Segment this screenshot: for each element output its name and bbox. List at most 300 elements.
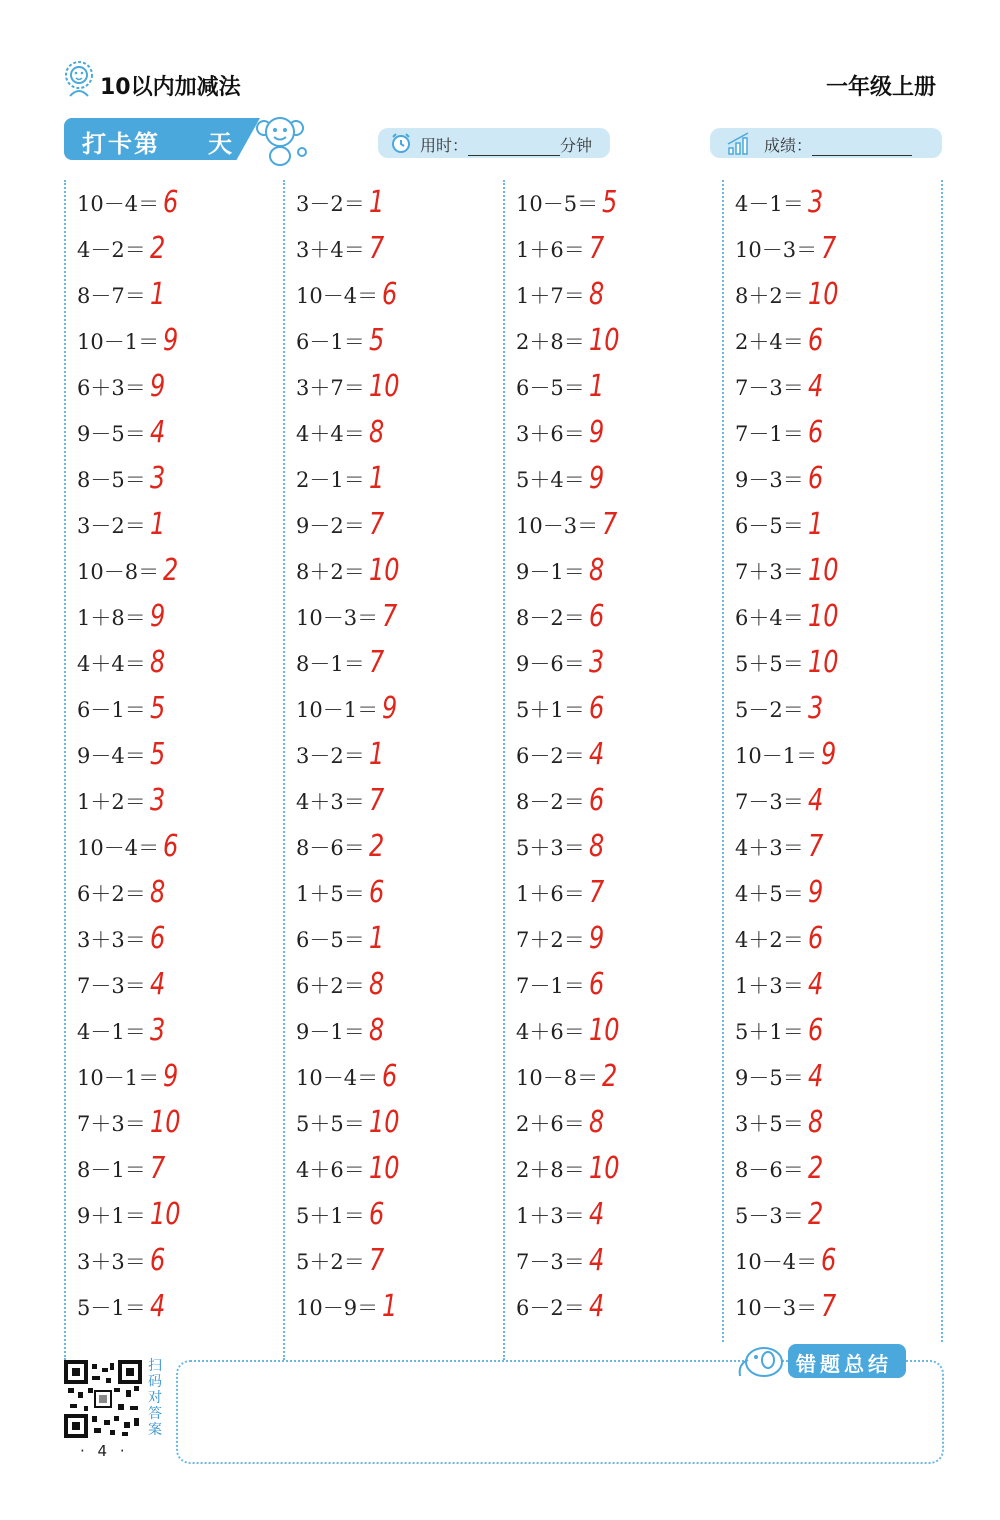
alarm-clock-icon [390,132,412,154]
equation: 4－2＝ [77,238,146,262]
equation: 6－2＝ [516,744,585,768]
problem-row [735,1054,935,1100]
equation: 9－2＝ [296,514,365,538]
handwritten-answer[interactable]: 9 [588,415,605,450]
problem-row [516,456,716,502]
handwritten-answer[interactable]: 3 [149,783,166,818]
problem-row [735,916,935,962]
handwritten-answer[interactable]: 5 [602,185,618,220]
score-label: 成绩： [764,136,813,155]
equation: 10－1＝ [77,1066,160,1090]
problem-row [77,410,277,456]
problem-row [296,272,496,318]
equation: 6－5＝ [516,376,585,400]
handwritten-answer[interactable]: 7 [821,1289,837,1324]
equation: 10－1＝ [296,698,379,722]
handwritten-answer[interactable]: 7 [588,231,605,266]
problem-row [516,962,716,1008]
problem-column-1 [77,180,277,1330]
handwritten-answer[interactable]: 6 [382,1059,398,1094]
equation: 3＋5＝ [735,1112,804,1136]
problem-row [77,502,277,548]
problem-row [77,1054,277,1100]
equation: 3＋4＝ [296,238,365,262]
equation: 3－2＝ [77,514,146,538]
handwritten-answer[interactable]: 4 [807,369,824,404]
handwritten-answer[interactable]: 9 [588,921,605,956]
equation: 3－2＝ [296,744,365,768]
handwritten-answer[interactable]: 4 [149,967,166,1002]
equation: 4＋5＝ [735,882,804,906]
handwritten-answer[interactable]: 6 [807,461,824,496]
problem-row [735,226,935,272]
problem-row [77,272,277,318]
equation: 2＋8＝ [516,330,585,354]
equation: 1＋8＝ [77,606,146,630]
equation: 10－1＝ [77,330,160,354]
problem-row [735,1146,935,1192]
equation: 3－2＝ [296,192,365,216]
handwritten-answer[interactable]: 10 [368,1151,400,1186]
handwritten-answer[interactable]: 4 [149,1289,166,1324]
equation: 3＋3＝ [77,928,146,952]
handwritten-answer[interactable]: 6 [588,783,605,818]
handwritten-answer[interactable]: 10 [368,369,400,404]
equation: 10－9＝ [296,1296,379,1320]
equation: 7－3＝ [735,790,804,814]
problem-row [77,686,277,732]
problem-row [77,1100,277,1146]
problem-row [77,732,277,778]
equation: 7＋3＝ [77,1112,146,1136]
problem-row [735,1100,935,1146]
handwritten-answer[interactable]: 1 [807,507,824,542]
equation: 8－7＝ [77,284,146,308]
equation: 6－5＝ [296,928,365,952]
handwritten-answer[interactable]: 6 [588,599,605,634]
problem-row [516,1054,716,1100]
handwritten-answer[interactable]: 7 [368,507,385,542]
problem-row [735,1238,935,1284]
handwritten-answer[interactable]: 6 [588,691,605,726]
problem-row [296,1100,496,1146]
equation: 10－8＝ [77,560,160,584]
equation: 7－3＝ [516,1250,585,1274]
time-blank[interactable] [468,139,560,156]
handwritten-answer[interactable]: 10 [368,553,400,588]
handwritten-answer[interactable]: 3 [807,691,824,726]
column-divider [503,180,505,1360]
problem-row [735,870,935,916]
handwritten-answer[interactable]: 5 [149,737,166,772]
problem-row [296,502,496,548]
handwritten-answer[interactable]: 8 [368,1013,385,1048]
problem-row [516,594,716,640]
equation: 8－5＝ [77,468,146,492]
problem-row [735,732,935,778]
handwritten-answer[interactable]: 2 [602,1059,618,1094]
problem-row [77,226,277,272]
equation: 2＋4＝ [735,330,804,354]
equation: 10－3＝ [735,238,818,262]
handwritten-answer[interactable]: 9 [588,461,605,496]
equation: 6－2＝ [516,1296,585,1320]
handwritten-answer[interactable]: 4 [807,967,824,1002]
problem-row [77,824,277,870]
problem-row [77,594,277,640]
handwritten-answer[interactable]: 8 [149,645,166,680]
problem-row [735,824,935,870]
handwritten-answer[interactable]: 1 [382,1289,398,1324]
handwritten-answer[interactable]: 7 [588,875,605,910]
handwritten-answer[interactable]: 4 [149,415,166,450]
problem-row [516,410,716,456]
equation: 9－5＝ [77,422,146,446]
problem-row [296,594,496,640]
problem-row [735,364,935,410]
equation: 8－1＝ [296,652,365,676]
problem-row [735,778,935,824]
handwritten-answer[interactable]: 1 [149,507,166,542]
equation: 10－3＝ [735,1296,818,1320]
handwritten-answer[interactable]: 5 [149,691,166,726]
page-number: · 4 · [80,1442,129,1460]
problem-row [77,456,277,502]
problem-row [516,318,716,364]
bar-chart-icon [726,130,754,156]
equation: 8＋2＝ [296,560,365,584]
mistake-summary-label: 错题总结 [796,1352,892,1376]
handwritten-answer[interactable]: 4 [807,1059,824,1094]
time-label: 用时： [420,136,469,155]
handwritten-answer[interactable]: 6 [807,415,824,450]
problem-column-2 [296,180,496,1330]
column-divider [64,180,66,1360]
handwritten-answer[interactable]: 7 [368,645,385,680]
problem-row [77,870,277,916]
handwritten-answer[interactable]: 7 [807,829,824,864]
equation: 5－3＝ [735,1204,804,1228]
problem-row [77,364,277,410]
time-unit: 分钟 [560,136,593,155]
problem-row [735,502,935,548]
problem-row [77,778,277,824]
handwritten-answer[interactable]: 9 [163,1059,179,1094]
equation: 10－4＝ [77,192,160,216]
problem-row [77,1008,277,1054]
equation: 1＋3＝ [735,974,804,998]
handwritten-answer[interactable]: 4 [807,783,824,818]
problem-row [296,732,496,778]
problem-row [296,226,496,272]
problem-row [516,870,716,916]
handwritten-answer[interactable]: 4 [588,1243,605,1278]
problem-row [516,1008,716,1054]
handwritten-answer[interactable]: 7 [602,507,618,542]
handwritten-answer[interactable]: 2 [807,1151,824,1186]
equation: 7－3＝ [77,974,146,998]
problem-column-4 [735,180,935,1330]
handwritten-answer[interactable]: 1 [368,921,385,956]
equation: 4－1＝ [735,192,804,216]
lion-logo-icon [62,60,96,98]
handwritten-answer[interactable]: 9 [382,691,398,726]
equation: 9－6＝ [516,652,585,676]
problem-row [516,1284,716,1330]
equation: 6－1＝ [77,698,146,722]
equation: 10－3＝ [516,514,599,538]
equation: 6－5＝ [735,514,804,538]
problem-row [735,410,935,456]
equation: 3＋7＝ [296,376,365,400]
equation: 5＋5＝ [296,1112,365,1136]
equation: 1＋6＝ [516,238,585,262]
handwritten-answer[interactable]: 4 [588,1197,605,1232]
handwritten-answer[interactable]: 9 [821,737,837,772]
elephant-icon [734,1340,790,1382]
handwritten-answer[interactable]: 8 [149,875,166,910]
equation: 1＋3＝ [516,1204,585,1228]
problem-row [296,548,496,594]
handwritten-answer[interactable]: 8 [588,829,605,864]
equation: 9＋1＝ [77,1204,146,1228]
handwritten-answer[interactable]: 7 [368,783,385,818]
checkin-suffix: 天 [208,130,232,158]
equation: 5＋1＝ [296,1204,365,1228]
equation: 6＋4＝ [735,606,804,630]
handwritten-answer[interactable]: 6 [149,921,166,956]
problem-row [296,180,496,226]
handwritten-answer[interactable]: 1 [368,737,385,772]
problem-row [735,1192,935,1238]
equation: 10－4＝ [735,1250,818,1274]
equation: 6＋3＝ [77,376,146,400]
handwritten-answer[interactable]: 1 [588,369,605,404]
problem-row [516,548,716,594]
equation: 4＋4＝ [77,652,146,676]
handwritten-answer[interactable]: 7 [149,1151,166,1186]
handwritten-answer[interactable]: 4 [588,1289,605,1324]
handwritten-answer[interactable]: 9 [807,875,824,910]
handwritten-answer[interactable]: 10 [807,553,839,588]
grade-label: 一年级上册 [825,75,936,100]
column-divider [283,180,285,1360]
handwritten-answer[interactable]: 8 [588,553,605,588]
score-row [764,133,912,156]
handwritten-answer[interactable]: 5 [368,323,385,358]
handwritten-answer[interactable]: 6 [588,967,605,1002]
problem-row [516,502,716,548]
problem-row [516,778,716,824]
handwritten-answer[interactable]: 10 [807,599,839,634]
equation: 4＋4＝ [296,422,365,446]
handwritten-answer[interactable]: 8 [368,415,385,450]
equation: 5＋2＝ [296,1250,365,1274]
equation: 8－2＝ [516,606,585,630]
handwritten-answer[interactable]: 8 [588,277,605,312]
equation: 4＋3＝ [296,790,365,814]
handwritten-answer[interactable]: 3 [149,1013,166,1048]
equation: 5－2＝ [735,698,804,722]
problem-row [296,1008,496,1054]
problem-row [77,548,277,594]
equation: 1＋7＝ [516,284,585,308]
handwritten-answer[interactable]: 10 [807,277,839,312]
handwritten-answer[interactable]: 8 [588,1105,605,1140]
handwritten-answer[interactable]: 2 [163,553,179,588]
handwritten-answer[interactable]: 1 [368,461,385,496]
equation: 4＋6＝ [296,1158,365,1182]
handwritten-answer[interactable]: 6 [382,277,398,312]
handwritten-answer[interactable]: 10 [149,1197,181,1232]
problem-row [296,870,496,916]
equation: 4－1＝ [77,1020,146,1044]
equation: 4＋2＝ [735,928,804,952]
handwritten-answer[interactable]: 7 [368,231,385,266]
equation: 9－1＝ [516,560,585,584]
problem-row [516,732,716,778]
equation: 9－5＝ [735,1066,804,1090]
equation: 10－4＝ [296,1066,379,1090]
handwritten-answer[interactable]: 7 [821,231,837,266]
equation: 5＋5＝ [735,652,804,676]
problem-row [77,962,277,1008]
equation: 4＋6＝ [516,1020,585,1044]
equation: 4＋3＝ [735,836,804,860]
equation: 7－1＝ [516,974,585,998]
problem-row [296,686,496,732]
problem-row [296,1284,496,1330]
handwritten-answer[interactable]: 8 [368,967,385,1002]
handwritten-answer[interactable]: 10 [149,1105,181,1140]
handwritten-answer[interactable]: 6 [163,185,179,220]
handwritten-answer[interactable]: 9 [149,369,166,404]
equation: 10－4＝ [77,836,160,860]
equation: 5＋3＝ [516,836,585,860]
score-blank[interactable] [812,139,912,156]
problem-row [77,1192,277,1238]
column-divider [722,180,724,1342]
handwritten-answer[interactable]: 3 [807,185,824,220]
equation: 8－6＝ [735,1158,804,1182]
book-title: 10以内加减法 [100,75,241,100]
handwritten-answer[interactable]: 10 [588,1151,620,1186]
handwritten-answer[interactable]: 2 [368,829,385,864]
problem-row [77,1238,277,1284]
handwritten-answer[interactable]: 2 [807,1197,824,1232]
handwritten-answer[interactable]: 1 [368,185,385,220]
time-row [420,133,592,156]
handwritten-answer[interactable]: 8 [807,1105,824,1140]
problem-row [516,686,716,732]
problem-row [735,594,935,640]
equation: 3＋6＝ [516,422,585,446]
equation: 9－4＝ [77,744,146,768]
equation: 7－3＝ [735,376,804,400]
handwritten-answer[interactable]: 6 [807,323,824,358]
handwritten-answer[interactable]: 6 [807,921,824,956]
handwritten-answer[interactable]: 3 [149,461,166,496]
equation: 10－5＝ [516,192,599,216]
handwritten-answer[interactable]: 10 [588,1013,620,1048]
column-divider [941,180,943,1342]
equation: 8－6＝ [296,836,365,860]
handwritten-answer[interactable]: 6 [368,1197,385,1232]
problem-row [296,962,496,1008]
handwritten-answer[interactable]: 6 [149,1243,166,1278]
problem-row [296,824,496,870]
problem-row [296,456,496,502]
problem-row [735,962,935,1008]
problem-row [516,272,716,318]
problem-row [516,1100,716,1146]
handwritten-answer[interactable]: 4 [588,737,605,772]
equation: 10－3＝ [296,606,379,630]
equation: 5＋1＝ [735,1020,804,1044]
problem-row [296,1146,496,1192]
problem-row [516,226,716,272]
problem-row [516,1192,716,1238]
problem-row [516,180,716,226]
problem-row [735,548,935,594]
problem-row [77,1284,277,1330]
problem-row [77,916,277,962]
equation: 5－1＝ [77,1296,146,1320]
handwritten-answer[interactable]: 6 [821,1243,837,1278]
handwritten-answer[interactable]: 10 [807,645,839,680]
problem-row [735,456,935,502]
equation: 10－1＝ [735,744,818,768]
equation: 7＋3＝ [735,560,804,584]
handwritten-answer[interactable]: 9 [149,599,166,634]
qr-code-icon[interactable] [64,1360,142,1438]
handwritten-answer[interactable]: 6 [368,875,385,910]
problem-row [296,364,496,410]
handwritten-answer[interactable]: 9 [163,323,179,358]
handwritten-answer[interactable]: 1 [149,277,166,312]
equation: 6－1＝ [296,330,365,354]
problem-row [516,640,716,686]
equation: 9－3＝ [735,468,804,492]
equation: 1＋6＝ [516,882,585,906]
handwritten-answer[interactable]: 3 [588,645,605,680]
problem-row [296,640,496,686]
handwritten-answer[interactable]: 7 [368,1243,385,1278]
problem-row [296,318,496,364]
handwritten-answer[interactable]: 10 [368,1105,400,1140]
scan-answer-text: 扫码对答案 [148,1358,162,1438]
equation: 8＋2＝ [735,284,804,308]
problem-row [77,640,277,686]
handwritten-answer[interactable]: 7 [382,599,398,634]
problem-row [516,824,716,870]
handwritten-answer[interactable]: 6 [807,1013,824,1048]
equation: 1＋2＝ [77,790,146,814]
equation: 7－1＝ [735,422,804,446]
problem-row [77,1146,277,1192]
problem-row [516,1146,716,1192]
handwritten-answer[interactable]: 6 [163,829,179,864]
handwritten-answer[interactable]: 10 [588,323,620,358]
problem-row [735,1284,935,1330]
problem-row [516,364,716,410]
equation: 8－2＝ [516,790,585,814]
problem-row [296,410,496,456]
equation: 9－1＝ [296,1020,365,1044]
handwritten-answer[interactable]: 2 [149,231,166,266]
problem-row [735,686,935,732]
equation: 2＋6＝ [516,1112,585,1136]
